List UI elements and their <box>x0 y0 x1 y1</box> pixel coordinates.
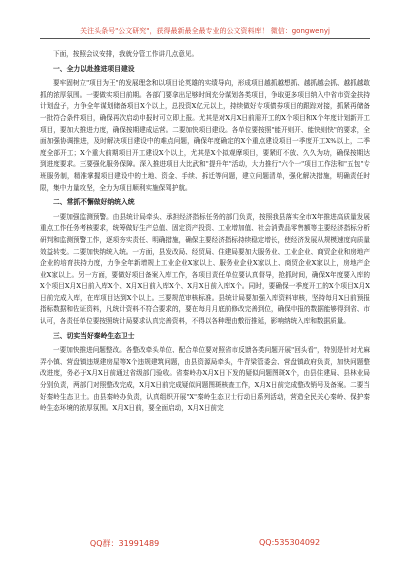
page-footer <box>40 538 370 549</box>
page-banner: 关注头条号"公文研究"，获得最新最全最专业的公文资料库！ 微信：gongwenyj <box>80 27 330 35</box>
section-3-paragraph: 一要加快推进问题整改。各整改牵头单位、配合单位要对照省市反馈各类问题开展"回头看"，特别是针对尤麻弄小镇、营盘镇违规建房屋等X个违规建筑问题，由县资源局牵头，牛背梁管委会、营盘镇政府负责，加快问题整改进度，务必于X月X日前通过省级部门验收。省秦岭办X月X日下发的疑似问题图斑X个，由县住建局、县林业局分别负责，两部门对照整改完成，X月X日前完成疑似问题图斑核查工作，X月X日前完成整改销号及备案。二要当好秦岭生态卫士。由县秦岭办负责，认真组织开展"X"秦岭生态卫士行动日系列活动，营造全民关心秦岭、保护秦岭生态环境的浓厚氛围。X月X日前，要全面启动，X月X日前完 <box>40 346 370 413</box>
section-heading-2: 二、常抓不懈做好纳统入统 <box>53 198 135 207</box>
section-2-paragraph: 一要加强监测预警。由县统计局牵头、承担经济指标任务的部门负责，按照我县落实全市X年推进高质量发展重点工作任务考核要求，统筹做好生产总值、固定资产投资、工业增加值、社会消费品零售额等主要经济指标分析研判和监测预警工作，逐项夯实责任、明确措施，确保主要经济指标持续稳定增长，使经济发展从规模速度向质量效益转变。二要加快纳统入统。一方面，县发改局、经贸局、住建局要加大服务业、工业企业、商贸企业和房地产企业的培育扶持力度，力争全年新增规上工业企业X家以上、服务业企业X家以上、商贸企业X家以上，房地产企业X家以上。另一方面，要做好项目备案入库工作，各项目责任单位要认真督导，抢抓时间，确保X年度要入库的X个项目X月X日前入库X个、X月X日前入库X个、X月X日前入库X个。同时，要确保一季度开工的X个项目X月X日前完成入库，在库项目达到X个以上。三要规范审核标准。县统计局要加强入库资料审核，坚持每月X日前预报指标数据和佐证资料，凡统计资料不符合要求的，要在每月月底前修改完善到位，确保申报的数据能够得到省、市认可，各责任单位要按照统计局要求认真完善资料，不得以各种理由敷衍推延，影响纳统入库和数据质量。 <box>40 212 370 326</box>
header-divider <box>40 38 370 39</box>
section-1-paragraph: 要牢固树立"项目为王"的发展理念和以项目论英雄的实绩导向，形成项目越抓越想抓、越抓越会抓、越抓越敢抓的浓厚氛围。一要做实项目前期。各部门要拿出足够时间充分谋划各类项目，争取更多项目纳入中省市资金扶持计划盘子，力争全年谋划储备项目X个以上，总投资X亿元以上，持续做好专项债券项目的跟踪对接，抓紧再储备一批符合条件项目，确保再次启动申报时可立即上报。尤其是对X月X日前需开工的X个项目和X个年度计划新开工项目，要加大推进力度，确保按期建成运营。二要加快项目建设。各单位要按照"能开则开、能快则快"的要求，全面加强协调推进，及时解决项目建设中的难点问题，确保年度确定的X个重点建设项目一季度开工X%以上，二季度全部开工；X个重大前期项目开工建设X个以上，尤其是X个拟观摩项目，要紧盯不放、久久为功，确保按期达到进度要求。三要强化服务保障。深入推进项目大比武和"提升年"活动，大力推行"六个一"项目工作法和"五包"专班服务制，精准掌握项目建设中的土地、资金、手续、拆迁等问题，建立问题清单，强化解决措施，明确责任时限，集中力量攻坚，全力为项目顺利实施保驾护航。 <box>40 79 370 192</box>
footer-qq-group: QQ群：31991489 <box>89 539 160 548</box>
footer-qq: QQ:535304092 <box>258 538 321 547</box>
intro-paragraph: 下面，按照会议安排，我就分管工作讲几点意见。 <box>53 50 199 58</box>
document-body <box>40 49 370 415</box>
section-heading-1: 一、全力以赴推进项目建设 <box>53 64 135 73</box>
section-heading-3: 三、切实当好秦岭生态卫士 <box>53 331 135 340</box>
